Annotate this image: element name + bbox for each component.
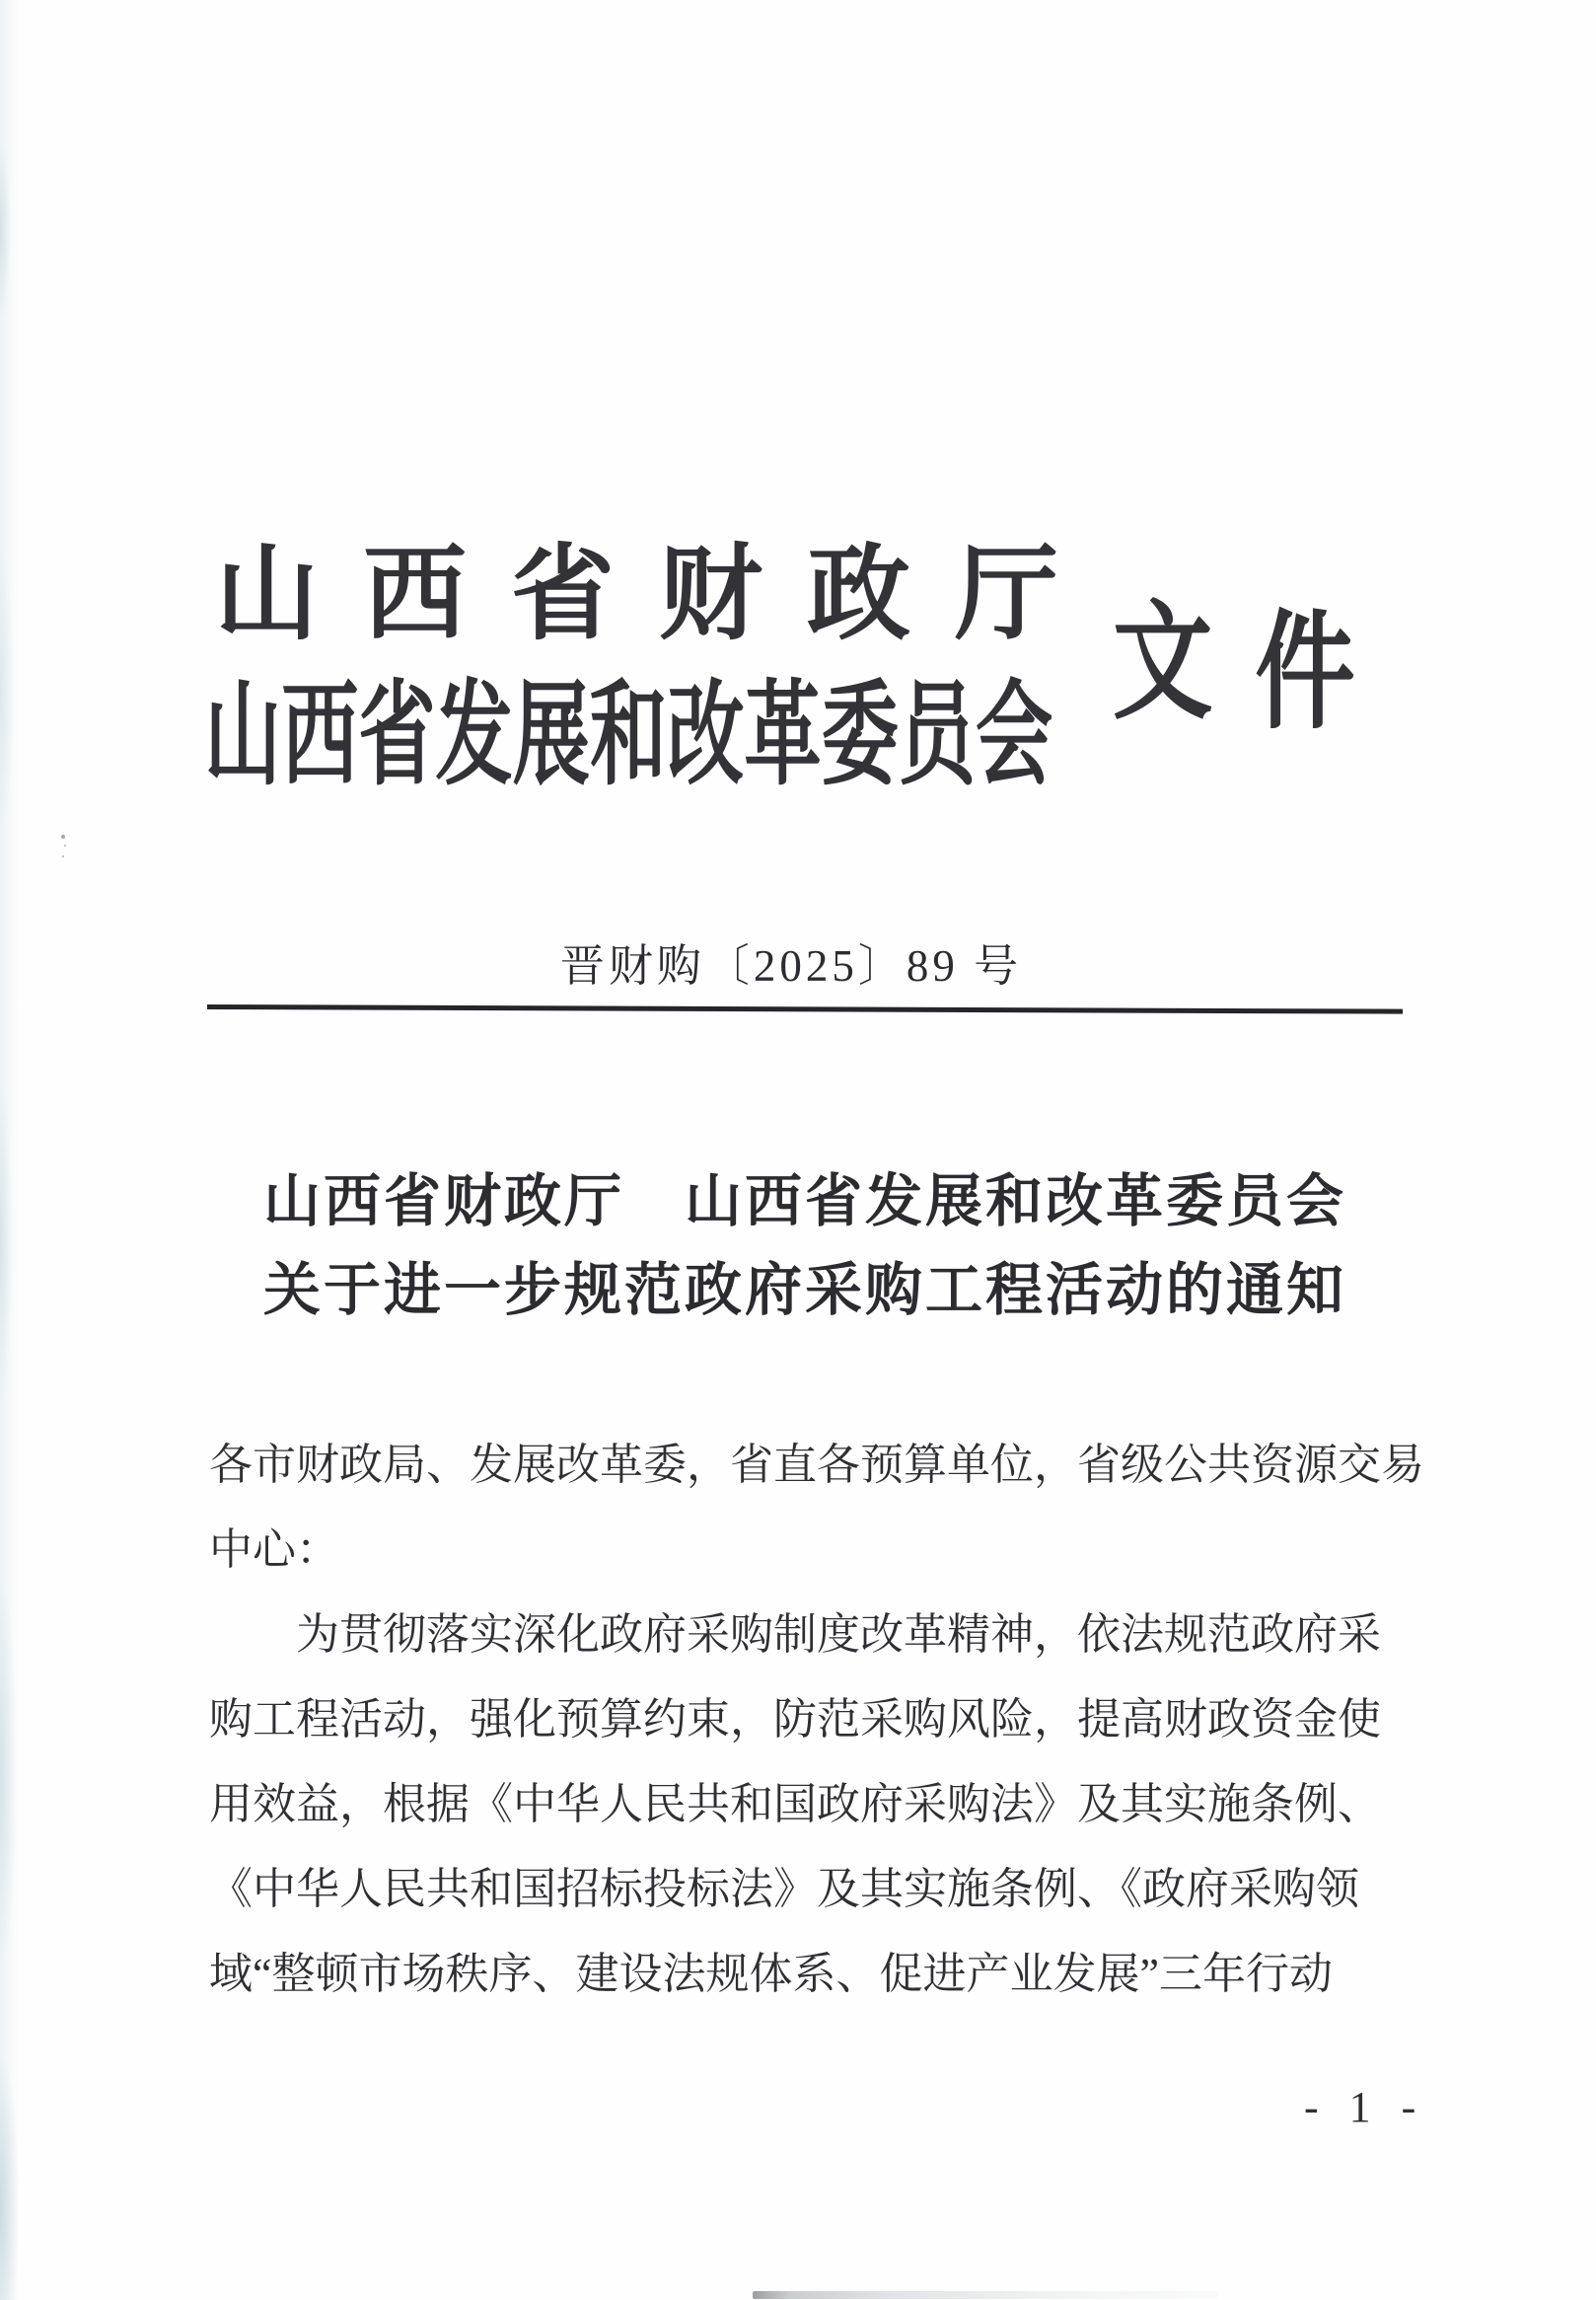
salutation-line: 各市财政局、发展改革委，省直各预算单位，省级公共资源交易 — [209, 1441, 1424, 1489]
content-column — [207, 0, 1424, 2300]
torn-paper-left-edge-artifact — [0, 0, 30, 2300]
document-body — [209, 1423, 1432, 2017]
letterhead-rule — [207, 1004, 1403, 1014]
paragraph-line: 《中华人民共和国招标投标法》及其实施条例、《政府采购领 — [209, 1865, 1359, 1913]
paragraph-line: 域“整顿市场秩序、建设法规体系、促进产业发展”三年行动 — [209, 1950, 1334, 1998]
document-title-line2: 关于进一步规范政府采购工程活动的通知 — [262, 1258, 1346, 1322]
salutation-line: 中心： — [209, 1525, 339, 1574]
doc-type-char-wen: 文 — [1113, 593, 1213, 735]
paragraph-line: 购工程活动，强化预算约束，防范采购风险，提高财政资金使 — [209, 1695, 1381, 1744]
document-title — [207, 1157, 1403, 1335]
paragraph-line: 用效益，根据《中华人民共和国政府采购法》及其实施条例、 — [209, 1780, 1381, 1828]
letterhead-org-line2: 山西省发展和改革委员会 — [204, 673, 1053, 798]
letterhead-org-line1: 山西省财政厅 — [215, 537, 1104, 652]
doc-type-char-jian: 件 — [1255, 603, 1355, 745]
document-title-line1: 山西省财政厅 山西省发展和改革委员会 — [262, 1169, 1346, 1233]
scan-speck-artifact — [61, 835, 65, 839]
document-number: 晋财购〔2025〕89 号 — [559, 941, 1023, 991]
paragraph-line: 为贯彻落实深化政府采购制度改革精神，依法规范政府采 — [296, 1610, 1381, 1659]
page-number: - 1 - — [1304, 2083, 1426, 2131]
